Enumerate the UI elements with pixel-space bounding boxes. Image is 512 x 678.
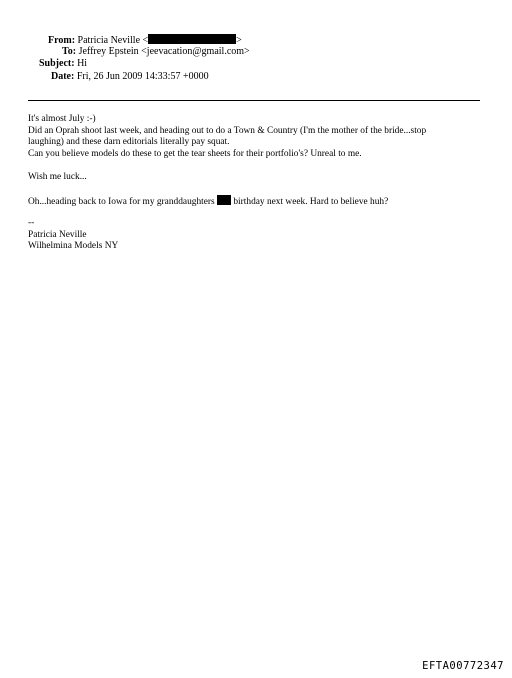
redaction-block bbox=[217, 195, 231, 205]
body-line bbox=[28, 195, 388, 209]
signature-separator: -- bbox=[28, 218, 35, 228]
body-line: Wish me luck... bbox=[28, 172, 87, 182]
to-value: Jeffrey Epstein <jeevacation@gmail.com> bbox=[78, 46, 250, 57]
body-line: It's almost July :-) bbox=[28, 114, 96, 124]
date-row bbox=[51, 71, 209, 83]
body-line: Can you believe models do these to get the tear sheets for their portfolio's? Unreal to me. bbox=[28, 149, 362, 159]
body-line-part: Oh...heading back to Iowa for my granddaughters bbox=[28, 197, 215, 207]
redaction-block bbox=[148, 34, 236, 44]
document-id: EFTA00772347 bbox=[422, 660, 504, 672]
to-row bbox=[62, 46, 250, 58]
subject-label: Subject: bbox=[39, 58, 75, 69]
from-suffix: > bbox=[236, 35, 242, 46]
signature-organization: Wilhelmina Models NY bbox=[28, 241, 119, 251]
date-value: Fri, 26 Jun 2009 14:33:57 +0000 bbox=[76, 71, 209, 82]
from-value: Patricia Neville < bbox=[77, 35, 149, 46]
to-label: To: bbox=[62, 46, 77, 57]
signature-name: Patricia Neville bbox=[28, 230, 87, 240]
subject-row bbox=[39, 58, 87, 70]
subject-value: Hi bbox=[77, 58, 88, 69]
date-label: Date: bbox=[51, 71, 75, 82]
body-line: laughing) and these darn editorials literally pay squat. bbox=[28, 137, 230, 147]
from-label: From: bbox=[48, 35, 76, 46]
header-divider bbox=[28, 100, 480, 101]
body-line: Did an Oprah shoot last week, and heading out to do a Town & Country (I'm the mother of the bride...stop bbox=[28, 126, 427, 136]
body-line-part: birthday next week. Hard to believe huh? bbox=[233, 197, 389, 207]
